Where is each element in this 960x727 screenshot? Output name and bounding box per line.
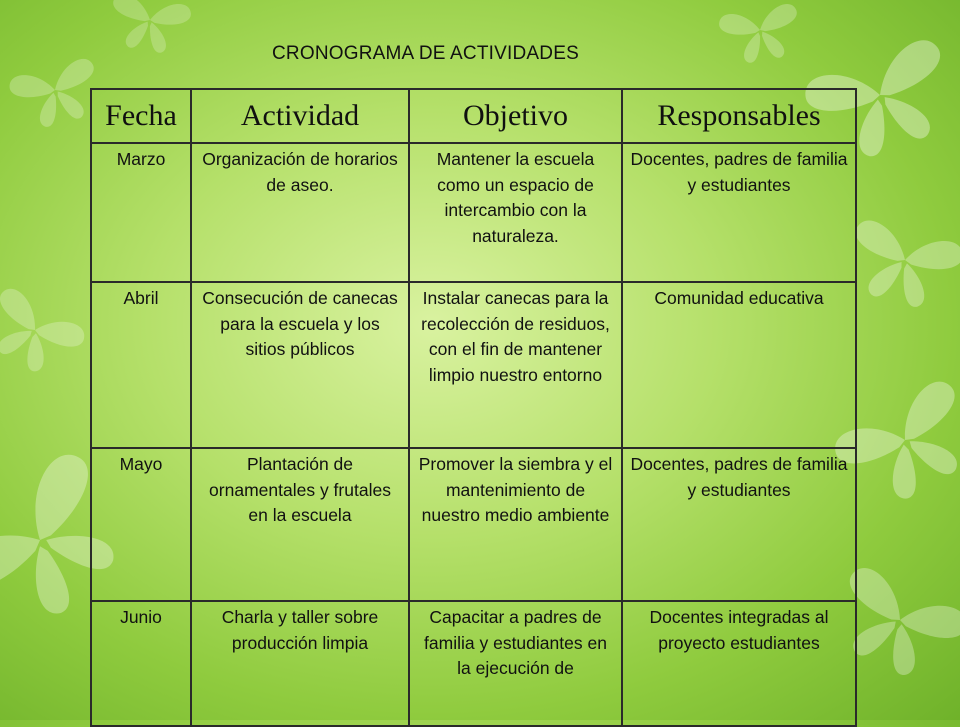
cell-fecha: Mayo <box>91 448 191 601</box>
cell-responsables: Comunidad educativa <box>622 282 856 448</box>
cell-actividad: Consecución de canecas para la escuela y los sitios públicos <box>191 282 409 448</box>
table-row <box>91 143 856 282</box>
cell-fecha: Abril <box>91 282 191 448</box>
cell-actividad: Organización de horarios de aseo. <box>191 143 409 282</box>
cell-fecha: Junio <box>91 601 191 726</box>
schedule-table <box>90 88 857 727</box>
cell-actividad: Charla y taller sobre producción limpia <box>191 601 409 726</box>
butterfly-icon <box>841 217 960 315</box>
cell-responsables: Docentes, padres de familia y estudiantes <box>622 448 856 601</box>
butterfly-icon <box>106 0 192 57</box>
table-row <box>91 601 856 726</box>
table-row <box>91 448 856 601</box>
cell-responsables: Docentes integradas al proyecto estudiantes <box>622 601 856 726</box>
table-row <box>91 282 856 448</box>
cell-objetivo: Instalar canecas para la recolección de residuos, con el fin de mantener limpio nuestro entorno <box>409 282 622 448</box>
header-row <box>91 89 856 143</box>
cell-responsables: Docentes, padres de familia y estudiantes <box>622 143 856 282</box>
butterfly-icon <box>0 285 89 386</box>
header-actividad: Actividad <box>191 89 409 143</box>
cell-fecha: Marzo <box>91 143 191 282</box>
cell-objetivo: Promover la siembra y el mantenimiento de nuestro medio ambiente <box>409 448 622 601</box>
header-objetivo: Objetivo <box>409 89 622 143</box>
cell-objetivo: Mantener la escuela como un espacio de intercambio con la naturaleza. <box>409 143 622 282</box>
header-fecha: Fecha <box>91 89 191 143</box>
page-title: CRONOGRAMA DE ACTIVIDADES <box>272 43 579 64</box>
butterfly-icon <box>718 2 804 67</box>
cell-objetivo: Capacitar a padres de familia y estudiantes en la ejecución de <box>409 601 622 726</box>
header-responsables: Responsables <box>622 89 856 143</box>
cell-actividad: Plantación de ornamentales y frutales en la escuela <box>191 448 409 601</box>
